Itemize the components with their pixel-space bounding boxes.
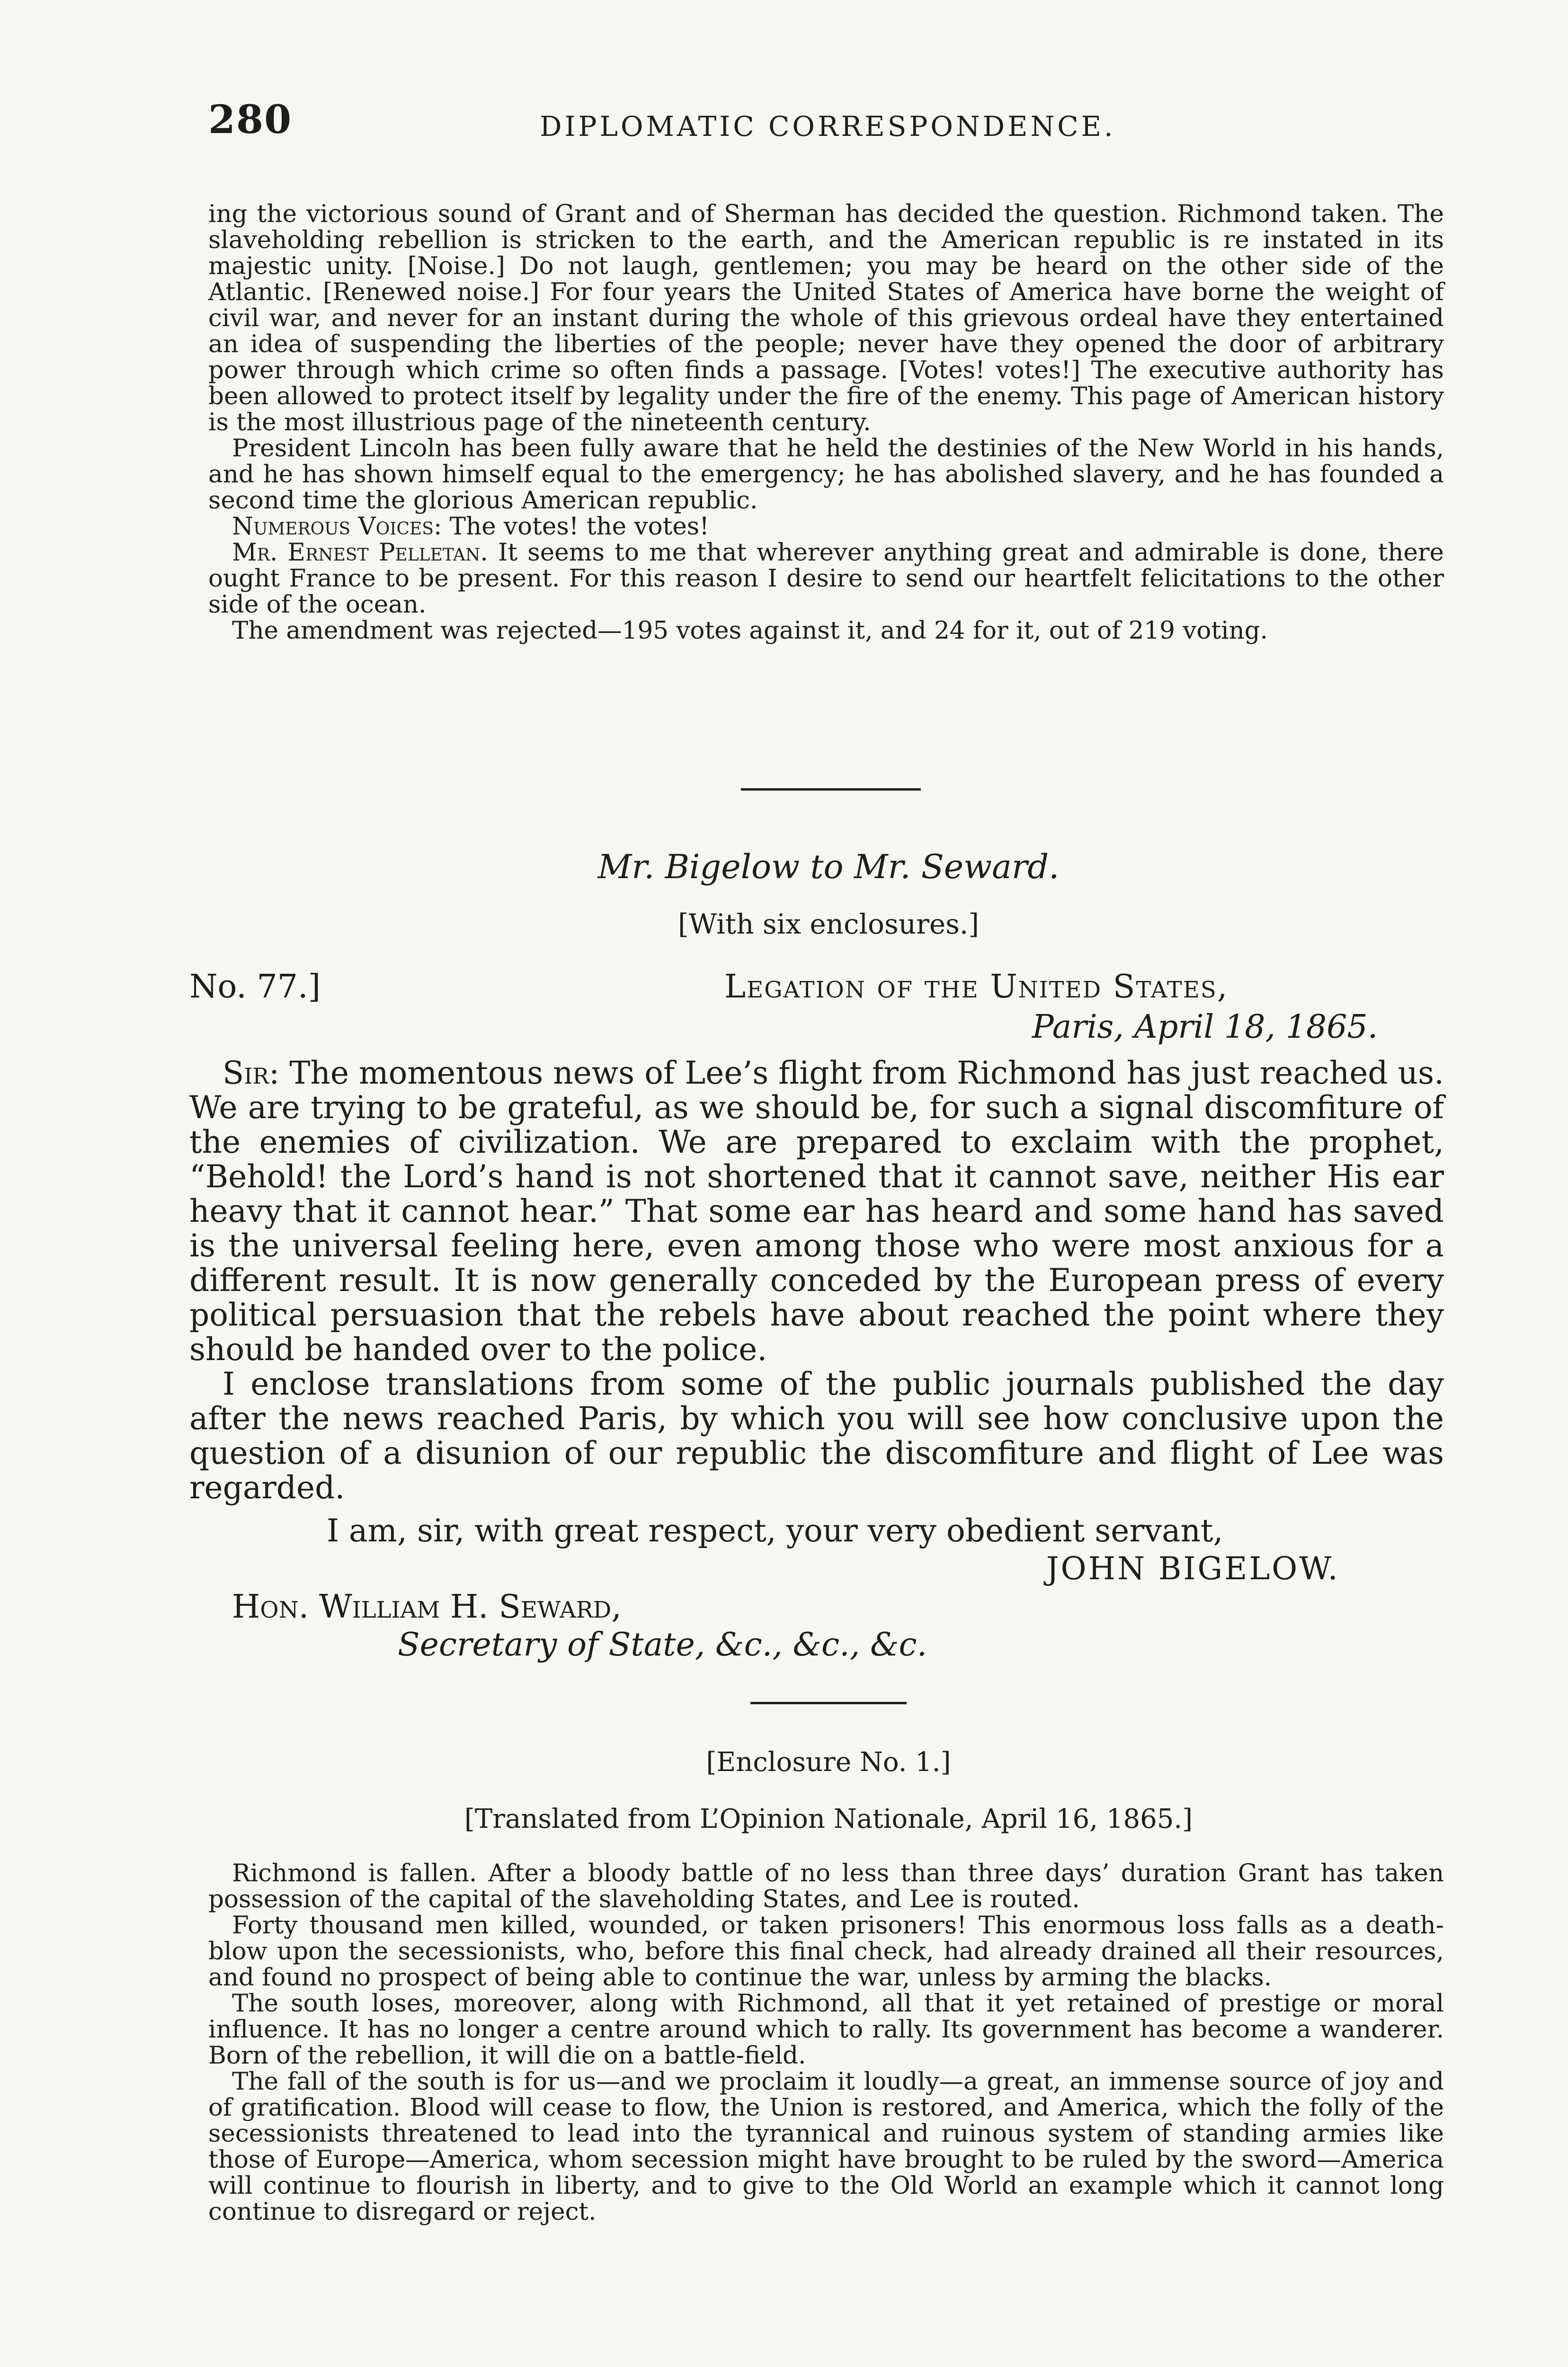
section-divider [741, 788, 921, 791]
enclosure-paragraph: The fall of the south is for us—and we proclaim it loudly—a great, an immense source of joy and of gratification. Blood will cease to flow, the Union is restored, and America, which the folly of the secessionists threatened to lead into the tyrannical and ruinous system of standing armies like those of Europe—America, whom secession might have brought to be ruled by the sword—America will continue to flourish in liberty, and to give to the Old World an example which it cannot long continue to disregard or reject. [208, 2067, 1444, 2226]
letter-paragraph: I enclose translations from some of the public journals published the day after the news reached Paris, by which you will see how conclusive upon the question of a disunion of our republic the discomfiture and flight of Lee was regarded. [189, 1366, 1444, 1506]
enclosure-source: [Translated from L’Opinion Nationale, April 16, 1865.] [464, 1804, 1193, 1834]
letter-text: The momentous news of Lee’s flight from Richmond has just reached us. We are trying to be grateful, as we should be, for such a signal discomfiture of the enemies of civilization. We are prepared to exclaim with the prophet, “Behold! the Lord’s hand is not shortened that it cannot save, neither His ear heavy that it cannot hear.” That some ear has heard and some hand has saved is the universal feeling here, even among those who were most anxious for a different result. It is now generally conceded by the European press of every political persuasion that the rebels have about reached the point where they should be handed over to the police. [189, 1055, 1444, 1368]
page-header [208, 97, 1449, 149]
legation-line: Legation of the United States, [724, 968, 1229, 1006]
enclosure-label: [Enclosure No. 1.] [706, 1747, 951, 1778]
enclosures-note: [With six enclosures.] [678, 908, 979, 940]
section-divider [750, 1702, 907, 1704]
enclosure-paragraph: The south loses, moreover, along with Richmond, all that it yet retained of prestige or moral influence. It has no longer a centre around which to rally. Its government has become a wanderer. Born of the rebellion, it will die on a battle-field. [208, 1989, 1444, 2070]
speech-paragraph: The amendment was rejected—195 votes against it, and 24 for it, out of 219 voting. [232, 616, 1268, 645]
page-number: 280 [208, 97, 293, 142]
enclosure-body [208, 1860, 1444, 2225]
letter-closing: I am, sir, with great respect, your very obedient servant, [327, 1513, 1223, 1549]
speech-paragraph: ing the victorious sound of Grant and of Sherman has decided the question. Richmond taken. The slaveholding rebellion is stricken to the earth, and the American republic is re instated in its majestic unity. [Noise.] Do not laugh, gentlemen; you may be heard on the other side of the Atlantic. [Renewed noise.] For four years the United States of America have borne the weight of civil war, and never for an instant during the whole of this grievous ordeal have they entertained an idea of suspending the liberties of the people; never have they opened the door of arbitrary power through which crime so often finds a passage. [Votes! votes!] The executive authority has been allowed to protect itself by legality under the fire of the enemy. This page of American history is the most illustrious page of the nineteenth century. [208, 200, 1444, 436]
speech-paragraph: President Lincoln has been fully aware that he held the destinies of the New World in his hands, and he has shown himself equal to the emergency; he has abolished slavery, and he has founded a second time the glorious American republic. [208, 434, 1444, 515]
speaker-name: Mr. Ernest Pelletan. [232, 538, 488, 567]
enclosure-paragraph: Forty thousand men killed, wounded, or taken prisoners! This enormous loss falls as a death-blow upon the secessionists, who, before this final check, had already drained all their resources, and found no prospect of being able to continue the war, unless by arming the blacks. [208, 1911, 1444, 1992]
letter-number: No. 77.] [189, 968, 321, 1006]
speech-paragraph [208, 514, 1444, 540]
speech-section [208, 201, 1444, 644]
enclosure-paragraph: Richmond is fallen. After a bloody battle of no less than three days’ duration Grant has taken possession of the capital of the slaveholding States, and Lee is routed. [208, 1859, 1444, 1913]
speech-paragraph [208, 540, 1444, 618]
speech-text: The votes! the votes! [442, 512, 709, 541]
place-date: Paris, April 18, 1865. [1032, 1008, 1378, 1046]
addressee-title: Secretary of State, &c., &c., &c. [398, 1626, 927, 1664]
salutation: Sir: [223, 1055, 280, 1091]
letter-heading: Mr. Bigelow to Mr. Seward. [597, 847, 1060, 886]
addressee: Hon. William H. Seward, [232, 1588, 622, 1626]
running-head: DIPLOMATIC CORRESPONDENCE. [540, 110, 1116, 142]
letter-body [189, 1056, 1444, 1505]
speech-text: It seems to me that wherever anything great and admirable is done, there ought France to be present. For this reason I desire to send our heartfelt felicitations to the other side of the ocean. [208, 538, 1444, 619]
letter-paragraph [189, 1056, 1444, 1367]
speaker-name: Numerous Voices: [232, 512, 442, 541]
signature: JOHN BIGELOW. [1046, 1550, 1340, 1587]
